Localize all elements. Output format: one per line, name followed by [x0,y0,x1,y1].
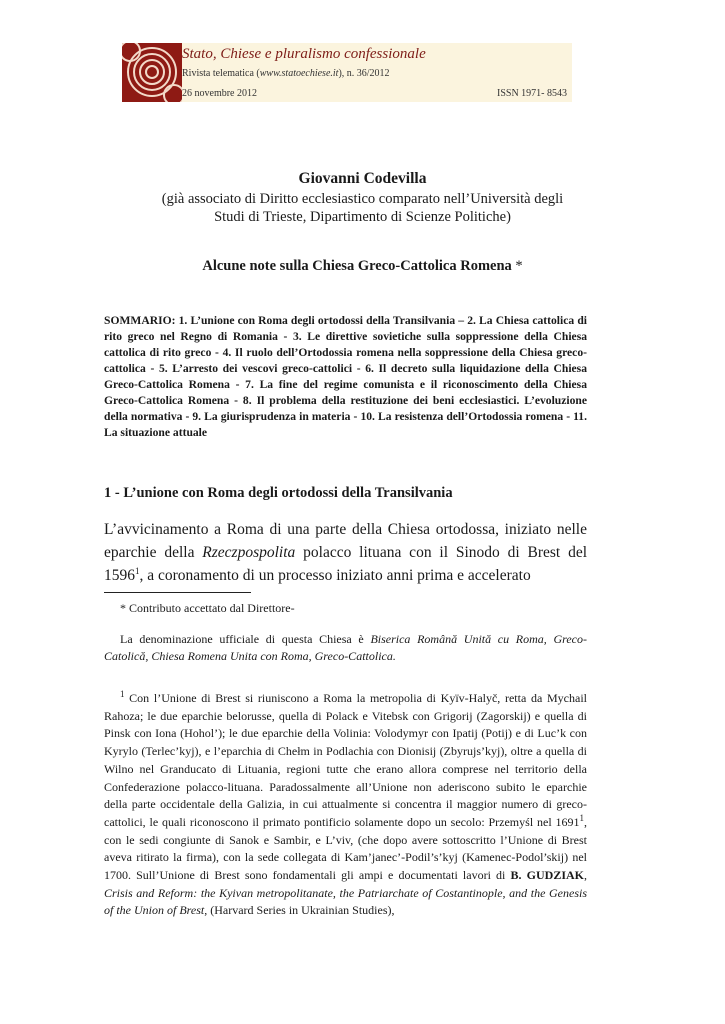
footnote-1 [104,690,587,920]
body-text-b: polacco lituana con il Sinodo di Brest del 1596 [104,544,588,584]
affiliation-line-1: (già associato di Diritto ecclesiastico comparato nell’Università degli [161,191,564,207]
issn: ISSN 1971- 8543 [496,88,567,99]
footnote-1-text-d: , (Harvard Series in Ukrainian Studies), [204,903,395,918]
author-affiliation [0,190,725,226]
body-text-a: L’avvicinamento a Roma di una parte della Chiesa ortodossa, iniziato nelle eparchie della [104,521,587,561]
affiliation-line-2: Studi di Trieste, Dipartimento di Scienze Politiche) [214,209,511,225]
body-paragraph [104,518,587,587]
footnote-reference-1[interactable]: 1 [135,565,140,576]
article-title-text: Alcune note sulla Chiesa Greco-Cattolica Romena [202,258,512,274]
footnote-1-text-b: , con le sedi congiunte di Sanok e Sambir, e L’viv, (che dopo avere sottoscritto l’Unione di Brest aveva ritirato la firma), con la sede collegata di Kam’janec’-Podil’s’kyj (Kamenec-Podol’skij) nel 1700. Sull’Unione di Brest sono fondamentali gli ampi e documentati lavori di [104,814,587,883]
article-title [0,258,725,275]
title-footnote-mark[interactable]: * [515,258,523,274]
journal-url-link[interactable]: www.statoechiese.it [259,68,339,79]
footnote-1-work-title: Crisis and Reform: the Kyivan metropolitanate, the Patriarchate of Costantinople, and the Genesis of the Union of Brest [104,885,587,918]
body-text-c: , a coronamento di un processo iniziato anni prima e accelerato [139,567,531,584]
journal-reference [182,68,390,79]
footnote-1-text-a: Con l’Unione di Brest si riuniscono a Roma la metropolia di Kyïv-Halyč, retta da Mychail Rahoza; le due eparchie belorusse, quella di Polack e Vitebsk con Grigorij (Zagorskij) e quella di Pinsk con Iona (Hohol’); le due eparchie della Volinia: Volodymyr con Ipatij (Potij) e di Luc’k con Kyrylo (Terlec’kyj), e l’eparchia di Chełm in Podlachia con Dionisij (Zbyrujs’kyj), oltre a quella di Wilno nel Granducato di Lituania, regioni tutte che erano allora comprese nel territorio della Confederazione polacco-lituana. Paradossalmente all’Unione non aderiscono subito le eparchie della parte occidentale della Galizia, in cui attualmente si concentra il maggior numero di greco-cattolici, le quali riconoscono il primato pontificio solamente dopo un secolo: Przemyśl nel 1691 [104,691,587,829]
footnote-star: * Contributo accettato dal Direttore- [120,601,295,615]
footnote-1-inner-sup: 1 [579,812,584,823]
spiral-logo-icon [122,43,182,102]
journal-issue-number: ), n. 36/2012 [338,68,390,79]
journal-logo [122,43,182,102]
journal-title: Stato, Chiese e pluralismo confessionale [182,46,426,62]
footnote-1-mark: 1 [120,689,125,699]
author-name: Giovanni Codevilla [298,170,427,187]
denomination-italic: Biserica Română Unită cu Roma, Greco-Catolică, Chiesa Romena Unita con Roma, Greco-Cattolica. [104,632,587,663]
footnote-1-text-c: , [584,868,588,883]
journal-reference-prefix: Rivista telematica ( [182,68,260,79]
summary-paragraph: SOMMARIO: 1. L’unione con Roma degli ortodossi della Transilvania – 2. La Chiesa cattolica di rito greco nel Regno di Romania - 3. Le direttive sovietiche sulla soppressione della Chiesa cattolica di rito greco - 4. Il ruolo dell’Ortodossia romena nella soppressione della Chiesa greco-cattolica - 5. L’arresto dei vescovi greco-cattolici - 6. Il decreto sulla liquidazione della Chiesa Greco-Cattolica Romena - 7. La fine del regime comunista e il riconoscimento della Chiesa Greco-Cattolica Romena - 8. Il problema della restituzione dei beni ecclesiastici. L’evoluzione della normativa - 9. La giurisprudenza in materia - 10. La resistenza dell’Ortodossia romena - 11. La situazione attuale [104,314,587,439]
footnote-separator [104,592,251,593]
journal-header [122,43,572,102]
publication-date: 26 novembre 2012 [182,88,257,99]
body-text-italic: Rzeczpospolita [202,544,296,561]
denomination-text: La denominazione ufficiale di questa Chiesa è [120,632,371,646]
footnote-1-author: B. GUDZIAK [510,868,585,883]
footnote-denomination [104,631,587,665]
section-heading-1: 1 - L’unione con Roma degli ortodossi della Transilvania [104,485,453,501]
